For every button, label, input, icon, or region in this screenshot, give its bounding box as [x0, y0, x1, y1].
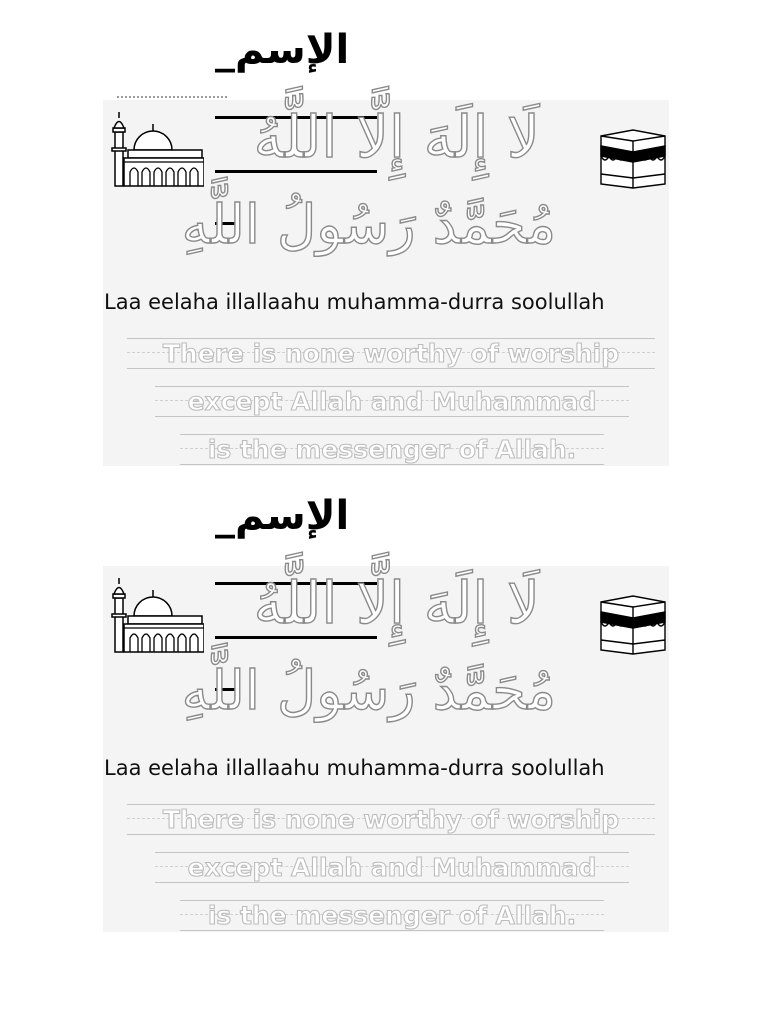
translation-text: is the messenger of Allah.	[207, 901, 577, 930]
transliteration: Laa eelaha illallaahu muhamma-durra soolullah	[104, 756, 605, 780]
transliteration: Laa eelaha illallaahu muhamma-durra soolullah	[104, 290, 605, 314]
worksheet-1	[0, 10, 768, 470]
arabic-tracing-line-2: مُحَمَّدٌ رَسُولُ اللَّهِ	[181, 659, 556, 722]
translation-tracing-line	[155, 850, 629, 884]
translation-text: is the messenger of Allah.	[207, 435, 577, 464]
arabic-tracing-line-1: لَا إِلَهَ إِلَّا اللَّهُ	[253, 569, 540, 637]
kaaba-icon	[598, 592, 668, 656]
name-label: الإسم_	[215, 493, 350, 539]
translation-tracing-line	[155, 384, 629, 418]
translation-tracing-line	[180, 432, 604, 466]
translation-text: There is none worthy of worship	[162, 805, 620, 834]
name-label: الإسم_	[215, 27, 350, 73]
mosque-icon	[108, 576, 204, 654]
translation-tracing-line	[127, 802, 655, 836]
translation-tracing-line	[180, 898, 604, 932]
worksheet-2	[0, 476, 768, 936]
translation-text: except Allah and Muhammad	[187, 853, 597, 882]
mosque-icon	[108, 110, 204, 188]
arabic-tracing-line-2: مُحَمَّدٌ رَسُولُ اللَّهِ	[181, 193, 556, 256]
translation-text: There is none worthy of worship	[162, 339, 620, 368]
kaaba-icon	[598, 126, 668, 190]
translation-tracing-line	[127, 336, 655, 370]
arabic-tracing-line-1: لَا إِلَهَ إِلَّا اللَّهُ	[253, 103, 540, 171]
name-write-line	[117, 96, 227, 98]
translation-text: except Allah and Muhammad	[187, 387, 597, 416]
